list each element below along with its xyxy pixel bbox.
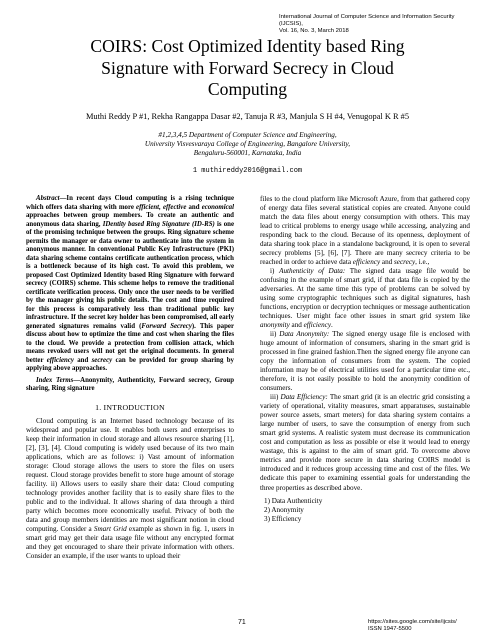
title-line-1: COIRS: Cost Optimized Identity based Ring — [90, 36, 405, 56]
criterion-number: iii) — [270, 393, 281, 402]
body-text: , i.e., — [415, 258, 430, 267]
abstract-text: and — [73, 356, 92, 364]
index-terms-text: —Anonymity, Authenticity, Forward secrecy, Group sharing, Ring signature — [26, 376, 234, 392]
body-emphasis: efficiency — [352, 258, 381, 267]
abstract-emphasis: IDentity based Ring Signature (ID-RS) — [102, 220, 215, 228]
affiliation-line-2: University Visvesvaraya College of Engineering, Bangalore University, — [144, 140, 351, 148]
criterion-text: The signed data usage file would be confusing in the example of smart grid, if that data file is copied by the adversaries. At the same time this type of problems can be solved by using some cryptographic techniques such as digital signatures, hash functions, encryption or decryption techniques or message authentication techniques. User might face other issues in smart grid system like — [260, 267, 470, 321]
left-column — [26, 195, 234, 561]
criterion-title: Data Efficiency: — [280, 393, 328, 402]
abstract-text: and — [186, 203, 202, 211]
abstract-label: Abstract — [36, 195, 60, 202]
criterion-emphasis: anonymity — [260, 321, 290, 330]
author-email: 1 muthireddy2016@gmail.com — [192, 167, 303, 175]
abstract-emphasis: secrecy — [91, 356, 113, 364]
affiliation-line-3: Bengaluru-560001, Karnataka, India — [193, 149, 302, 157]
title-line-2: Signature with Forward Secrecy in Cloud — [101, 57, 394, 78]
author-list: Muthi Reddy P #1, Rekha Rangappa Dasar #2, Tanuja R #3, Manjula S H #4, Venugopal K R #5 — [85, 112, 410, 121]
criterion-text: The smart grid (it is an electric grid consisting a variety of operational, vitality measures, smart apparatuses, sustainable power source assets, smart meters) for data sharing system contains a large number of users, to save the consumption of energy from such smart grid systems. A realistic system must decrease its communication cost and computation as less as possible or else it would lead to energy wastage, this is against to the aim of smart grid. To overcome above metrics and provide more secure in data sharing COIRS model is introduced and it reduces group accessing time and cost of the files. We dedicate this paper to examining essential goals for understanding the three properties as described above. — [260, 393, 470, 492]
list-item: 1) Data Authenticity — [264, 496, 323, 505]
affiliation-line-1: #1,2,3,4,5 Department of Computer Science and Engineering, — [158, 131, 337, 139]
list-item: 3) Efficiency — [264, 514, 302, 523]
section-heading-introduction: 1. INTRODUCTION — [95, 402, 165, 412]
body-emphasis: secrecy — [394, 258, 416, 267]
paper-title — [40, 36, 455, 101]
criterion-emphasis: efficiency — [303, 321, 331, 330]
criterion-title: Data Anonymity: — [279, 330, 330, 339]
abstract-emphasis: efficient, effective — [136, 203, 187, 211]
journal-issn: ISSN 1947-5500 — [368, 626, 412, 633]
criterion-title: Authenticity of Data: — [279, 267, 346, 276]
criterion-anonymity — [260, 330, 470, 393]
body-text: and — [380, 258, 395, 267]
criterion-number: i) — [270, 267, 280, 276]
journal-header — [279, 14, 479, 36]
intro-text: example as shown in fig. 1, users in smart grid may get their data usage file without any encrypted format and they get encouraged to share their private information with others. Consider an example, if the user wants to upload their — [26, 524, 235, 560]
index-terms-label: Index Terms — [36, 376, 74, 384]
title-line-3: Computing — [207, 79, 288, 99]
intro-text: Cloud computing is an Internet based technology because of its widespread and popular use. It enables both users and enterprises to keep their information in cloud storage and allows resource sharing [1], [2], [3], [4]. Cloud computing is widely used because of its two main applications, which are as follows: i) Vast amount of information storage: Cloud storage allows the users to store the files on users request. Cloud storage provides benefit to store huge amount of storage facility. ii) Allows users to easily share their data: Cloud computing technology provides another facility that is to easily share files to the public and to the individual. It allows sharing of data through a third party which becomes more economically useful. Privacy of both the data and group members identities are most significant notion in cloud computing. Consider a — [26, 416, 234, 533]
intro-emphasis: Smart Grid — [93, 524, 127, 533]
abstract-emphasis: economical — [201, 203, 234, 211]
abstract — [26, 195, 234, 374]
journal-volume: Vol. 16, No. 3, March 2018 — [279, 28, 349, 35]
abstract-emphasis: efficiency — [46, 356, 74, 364]
abstract-text: can be provided for group sharing by applying above approaches. — [26, 356, 234, 372]
journal-footer — [368, 619, 488, 633]
abstract-emphasis: Forward Secrecy — [141, 322, 192, 330]
page-number: 71 — [238, 619, 246, 626]
criterion-text: . — [331, 321, 333, 330]
criterion-efficiency — [260, 393, 470, 492]
journal-url: https://sites.google.com/site/ijcsis/ — [368, 619, 457, 625]
body-text: files to the cloud platform like Microsoft Azure, from that gathered copy of energy data files several statistical copies are created. Anyone could match the data files about energy consumption with others. This may lead to critical problems to energy usage while accessing, analyzing and responding back to the cloud. Because of its openness, deployment of data sharing took place in a standalone background, it is open to several secrecy problems [5], [6], [7]. There are many secrecy criteria to be reached in order to achieve data — [260, 195, 470, 267]
affiliation — [60, 131, 435, 158]
intro-paragraph — [26, 417, 234, 561]
criterion-text: and — [289, 321, 304, 330]
criterion-number: ii) — [270, 330, 280, 339]
list-item: 2) Anonymity — [264, 505, 304, 514]
abstract-text: —In recent days Cloud computing is a rising technique which offers data sharing with more — [26, 195, 234, 211]
index-terms — [26, 377, 234, 394]
journal-name: International Journal of Computer Science and Information Security (IJCSIS), — [279, 14, 455, 28]
abstract-text: approaches between group members. To create an authentic and anonymous data sharing, — [26, 212, 234, 228]
abstract-text: ). This paper discuss about how to optimize the time and cost when sharing the files to the cloud. We provide a protection from collision attack, which means revoked users will not get the original documents. In general better — [26, 322, 234, 364]
criterion-text: The signed energy usage file is enclosed with huge amount of information of consumers, sharing in the smart grid is processed in fine grained fashion.Then the signed energy file anyone can copy the information of consumers from the system. The copied information may be of electrical utilities used for a particular time etc., therefore, it is not easily possible to hold the anonymity condition of consumers. — [260, 330, 470, 393]
abstract-text: is one of the promising technique between the groups. Ring signature scheme permits the manager or data owner to authenticate into the system in anonymous manner. In conventional Public Key Infrastructure (PKI) data sharing scheme contains certificate authentication process, which is a bottleneck because of its high cost. To avoid this problem, we proposed Cost Optimized Identity based Ring Signature with forward secrecy (COIRS) scheme. This scheme helps to remove the traditional certificate verification process. Only once the user needs to be verified by the manager giving his public details. The cost and time required for this process is comparatively less than traditional public key infrastructure. If the secret key holder has been compromised, all early generated signatures remains valid ( — [26, 220, 234, 330]
right-column — [260, 195, 470, 524]
intro-continuation — [260, 195, 470, 267]
properties-list — [260, 497, 470, 524]
criterion-authenticity — [260, 267, 470, 330]
